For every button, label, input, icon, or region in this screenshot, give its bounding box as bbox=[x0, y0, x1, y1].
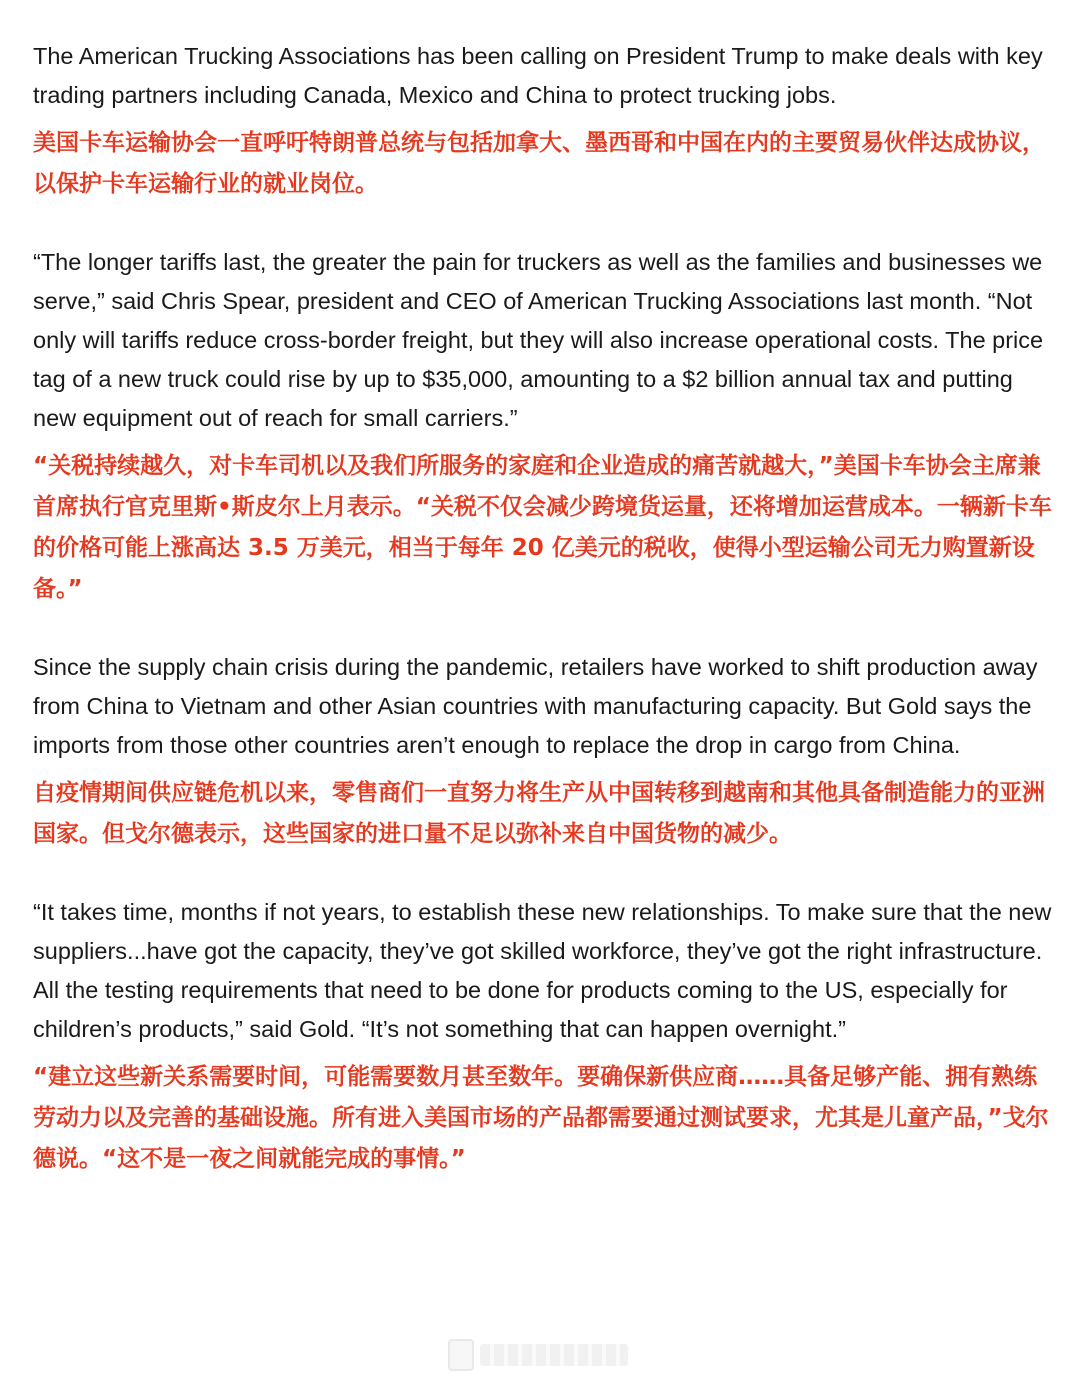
chinese-translation: “关税持续越久，对卡车司机以及我们所服务的家庭和企业造成的痛苦就越大，”美国卡车协会主席兼首席执行官克里斯•斯皮尔上月表示。“关税不仅会减少跨境货运量，还将增加运营成本。一辆新卡车的价格可能上涨高达 3.5 万美元，相当于每年 20 亿美元的税收，使得小型运输公司无力购置新设备。” bbox=[33, 453, 1052, 602]
article-body bbox=[33, 37, 1053, 1218]
paragraph-block-3 bbox=[33, 648, 1053, 855]
watermark-logo-icon bbox=[448, 1339, 474, 1371]
english-paragraph: “The longer tariffs last, the greater the pain for truckers as well as the families and businesses we serve,” said Chris Spear, president and CEO of American Trucking Associations last month. “Not only will tariffs reduce cross-border freight, but they will also increase operational costs. The price tag of a new truck could rise by up to $35,000, amounting to a $2 billion annual tax and putting new equipment out of reach for small carriers.” bbox=[33, 249, 1044, 431]
watermark-text-graphic bbox=[480, 1344, 628, 1366]
english-paragraph: The American Trucking Associations has been calling on President Trump to make deals with key trading partners including Canada, Mexico and China to protect trucking jobs. bbox=[33, 43, 1043, 108]
chinese-translation: “建立这些新关系需要时间，可能需要数月甚至数年。要确保新供应商……具备足够产能、拥有熟练劳动力以及完善的基础设施。所有进入美国市场的产品都需要通过测试要求，尤其是儿童产品，”戈尔德说。“这不是一夜之间就能完成的事情。” bbox=[33, 1064, 1049, 1172]
paragraph-block-1 bbox=[33, 37, 1053, 205]
english-paragraph: Since the supply chain crisis during the pandemic, retailers have worked to shift production away from China to Vietnam and other Asian countries with manufacturing capacity. But Gold says the imports from those other countries aren’t enough to replace the drop in cargo from China. bbox=[33, 654, 1038, 758]
chinese-translation: 自疫情期间供应链危机以来，零售商们一直努力将生产从中国转移到越南和其他具备制造能力的亚洲国家。但戈尔德表示，这些国家的进口量不足以弥补来自中国货物的减少。 bbox=[33, 780, 1045, 847]
paragraph-block-4 bbox=[33, 893, 1053, 1180]
english-paragraph: “It takes time, months if not years, to establish these new relationships. To make sure that the new suppliers...have got the capacity, they’ve got skilled workforce, they’ve got the right infrastructure. All the testing requirements that need to be done for products coming to the US, especially for children’s products,” said Gold. “It’s not something that can happen overnight.” bbox=[33, 899, 1052, 1042]
watermark bbox=[448, 1337, 628, 1373]
chinese-translation: 美国卡车运输协会一直呼吁特朗普总统与包括加拿大、墨西哥和中国在内的主要贸易伙伴达成协议，以保护卡车运输行业的就业岗位。 bbox=[33, 130, 1045, 197]
paragraph-block-2 bbox=[33, 243, 1053, 610]
